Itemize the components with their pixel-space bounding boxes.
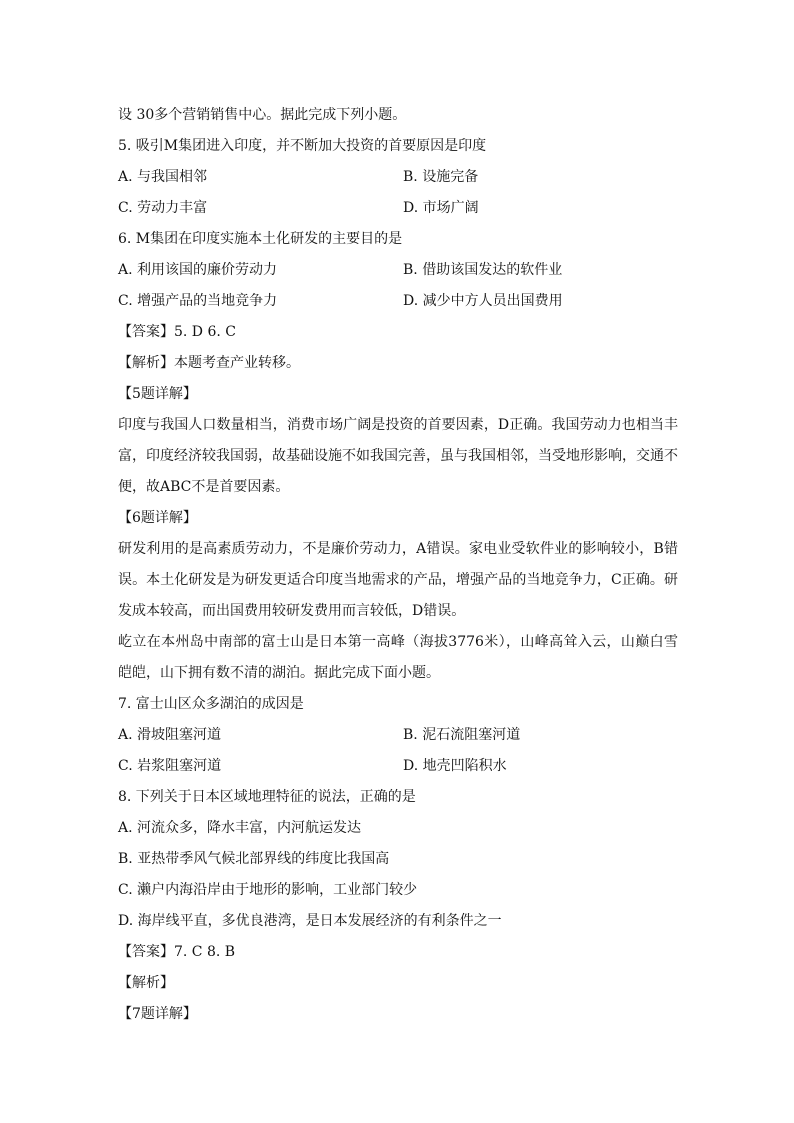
question-7-option-a: A. 滑坡阻塞河道 xyxy=(118,727,222,743)
detail-5-heading: 【5题详解】 xyxy=(118,386,197,402)
question-6-stem: 6. M集团在印度实施本土化研发的主要目的是 xyxy=(118,231,403,247)
analysis-5-6: 【解析】本题考查产业转移。 xyxy=(118,355,300,371)
question-6-options-row-2 xyxy=(118,286,678,317)
answer-7-8: 【答案】7. C 8. B xyxy=(118,944,236,960)
question-8-option-b: B. 亚热带季风气候北部界线的纬度比我国高 xyxy=(118,851,390,867)
question-8-option-d: D. 海岸线平直，多优良港湾，是日本发展经济的有利条件之一 xyxy=(118,913,502,929)
fuji-intro-text: 屹立在本州岛中南部的富士山是日本第一高峰（海拔3776米），山峰高耸入云，山巅白雪皑皑，山下拥有数不清的湖泊。据此完成下面小题。 xyxy=(118,634,678,681)
question-6-option-d: D. 减少中方人员出国费用 xyxy=(403,293,563,309)
detail-7-heading: 【7题详解】 xyxy=(118,1006,197,1022)
question-7-options-row-2 xyxy=(118,751,678,782)
detail-5-text: 印度与我国人口数量相当，消费市场广阔是投资的首要因素，D正确。我国劳动力也相当丰富，印度经济较我国弱，故基础设施不如我国完善，虽与我国相邻，当受地形影响，交通不便，故ABC不是首要因素。 xyxy=(118,417,678,495)
question-6-option-a: A. 利用该国的廉价劳动力 xyxy=(118,262,278,278)
question-8-option-a: A. 河流众多，降水丰富，内河航运发达 xyxy=(118,820,362,836)
intro-tail-text: 设 30多个营销销售中心。据此完成下列小题。 xyxy=(118,107,407,123)
question-5-option-d: D. 市场广阔 xyxy=(403,200,479,216)
question-5-option-c: C. 劳动力丰富 xyxy=(118,200,208,216)
detail-6-text: 研发利用的是高素质劳动力，不是廉价劳动力，A错误。家电业受软件业的影响较小，B错误。本土化研发是为研发更适合印度当地需求的产品，增强产品的当地竞争力，C正确。研发成本较高，而出国费用较研发费用而言较低，D错误。 xyxy=(118,541,678,619)
question-7-stem: 7. 富士山区众多湖泊的成因是 xyxy=(118,696,304,712)
analysis-7-8: 【解析】 xyxy=(118,975,174,991)
question-6-option-b: B. 借助该国发达的软件业 xyxy=(403,262,563,278)
question-7-options-row-1 xyxy=(118,720,678,751)
question-5-option-a: A. 与我国相邻 xyxy=(118,169,208,185)
question-7-option-d: D. 地壳凹陷积水 xyxy=(403,758,507,774)
question-5-options-row-2 xyxy=(118,193,678,224)
question-7-option-c: C. 岩浆阻塞河道 xyxy=(118,758,222,774)
question-5-stem: 5. 吸引M集团进入印度，并不断加大投资的首要原因是印度 xyxy=(118,138,487,154)
question-5-options-row-1 xyxy=(118,162,678,193)
question-8-option-c: C. 濑户内海沿岸由于地形的影响，工业部门较少 xyxy=(118,882,418,898)
question-6-option-c: C. 增强产品的当地竞争力 xyxy=(118,293,278,309)
document-page xyxy=(118,100,678,1030)
question-5-option-b: B. 设施完备 xyxy=(403,169,479,185)
answer-5-6: 【答案】5. D 6. C xyxy=(118,324,237,340)
question-6-options-row-1 xyxy=(118,255,678,286)
question-8-stem: 8. 下列关于日本区域地理特征的说法，正确的是 xyxy=(118,789,416,805)
question-7-option-b: B. 泥石流阻塞河道 xyxy=(403,727,521,743)
detail-6-heading: 【6题详解】 xyxy=(118,510,197,526)
